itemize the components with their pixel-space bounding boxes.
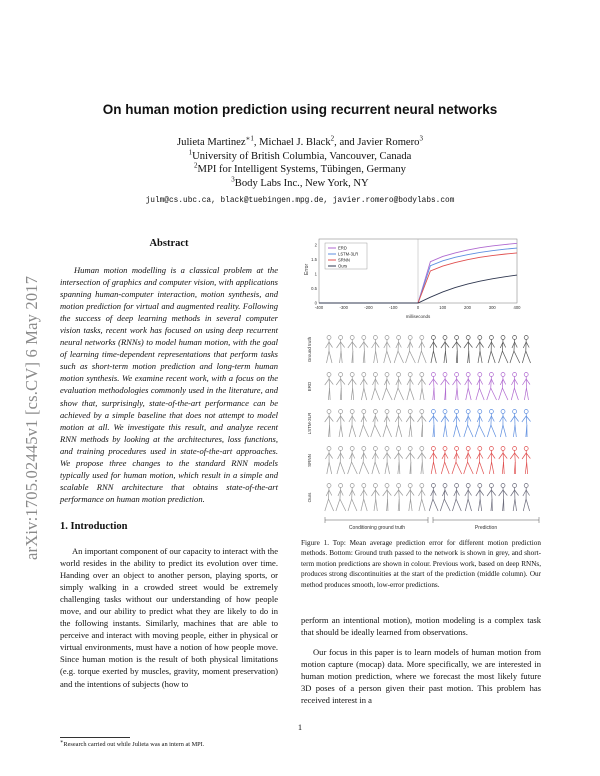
pose-row-label: SRNN [307, 454, 312, 467]
pose-row-label: ERD [307, 381, 312, 392]
pose-figure [359, 410, 368, 438]
pose-figure [510, 447, 519, 475]
y-axis-label: Error [304, 263, 310, 275]
pose-figure [440, 484, 450, 512]
pose-figure [465, 373, 472, 401]
introduction-body [60, 545, 278, 690]
abstract-heading: Abstract [149, 238, 189, 249]
pose-figure [429, 373, 437, 401]
pose-figure [476, 336, 484, 364]
pose-figure [430, 336, 437, 364]
pose-figure [349, 410, 356, 438]
y-tick-label: 1 [314, 271, 317, 277]
pose-figure [500, 410, 507, 438]
conditioning-label: Conditioning ground truth [348, 525, 406, 531]
author-sup: 2 [330, 134, 335, 143]
introduction-paragraph: An important component of our capacity to interact with the world resides in the ability to predict its evolution over time. Handing over an object to another person, playing sports, or simply walking in a crowded street would be extremely challenging tasks without our understanding of how people move, and our ability to predict what they are likely to do in the following instants. Similarly, machines that are able to perceive and interact with moving people, either in physical or virtual environments, must have a notion of how people move. Since human motion is the result of both physical limitations (e.g. torque exerted by muscles, gravity, moment preservation) and the intentions of subjects (how to [60, 546, 278, 689]
pose-figure [464, 447, 474, 475]
arxiv-stamp: arXiv:1705.02445v1 [cs.CV] 6 May 2017 [22, 275, 41, 560]
pose-figure [499, 447, 507, 475]
pose-figure [418, 373, 426, 401]
pose-figure [325, 410, 334, 438]
pose-figure [384, 336, 391, 364]
figure-caption: Figure 1. Top: Mean average prediction error for different motion prediction methods. Bottom: Ground truth passed to the network is shown in grey, and short-term motion predictions are shown in colour. Previous work, based on deep RNNs, produces strong discontinuities at the start of the prediction (middle column). Our method produces smooth, low-error predictions. [301, 539, 541, 589]
pose-figure [348, 484, 357, 512]
pose-figure [475, 410, 485, 438]
pose-figure [394, 447, 402, 475]
pose-figure [488, 336, 495, 364]
pose-figure [326, 336, 333, 364]
pose-figure [337, 336, 345, 364]
pose-figure [395, 410, 402, 438]
pose-figure [325, 373, 333, 401]
right-column-text [301, 614, 541, 706]
pose-figure [429, 484, 438, 512]
pose-figure [476, 484, 484, 512]
abstract-body [60, 264, 278, 505]
pose-figure [325, 484, 334, 512]
pose-figure [441, 373, 450, 401]
pose-figure [325, 447, 332, 475]
pose-figure [522, 447, 530, 475]
pose-figure [406, 447, 415, 475]
pose-figure [360, 336, 369, 364]
pose-figure [382, 373, 392, 401]
pose-figure [464, 336, 473, 364]
x-tick-label: 200 [464, 305, 471, 310]
legend [325, 243, 367, 269]
pose-figure [487, 484, 496, 512]
y-tick-label: 2 [314, 242, 317, 248]
pose-figure [406, 484, 414, 512]
pose-figure [336, 484, 346, 512]
pose-figure [360, 484, 367, 512]
legend-label: SRNN [338, 257, 350, 263]
pose-figure [522, 373, 530, 401]
pose-figure [488, 447, 495, 475]
pose-figure [417, 410, 426, 438]
figure-svg [305, 235, 543, 535]
pose-figure [372, 373, 380, 401]
affiliation: $^3$Body Labs Inc., New York, NY [231, 174, 369, 189]
pose-row-label: LSTM-3LR [307, 412, 312, 435]
pose-figure [441, 410, 449, 438]
pose-figure [371, 484, 379, 512]
pose-figure [452, 484, 461, 512]
pose-figure [522, 336, 530, 364]
author-name: Michael J. Black [259, 137, 331, 148]
pose-figure [523, 484, 530, 512]
x-tick-label: -200 [364, 305, 373, 310]
footnote: ∗Research carried out while Julieta was an intern at MPI. [60, 739, 205, 748]
author-block [60, 136, 540, 190]
legend-label: Ours [338, 263, 348, 269]
pose-figure [476, 447, 483, 475]
author-sup: 3 [419, 134, 423, 143]
x-tick-label: 100 [439, 305, 447, 310]
x-tick-label: -100 [389, 305, 398, 310]
pose-grid [307, 336, 539, 532]
x-tick-label: -300 [339, 305, 348, 310]
x-axis-label: milliseconds [405, 314, 431, 319]
pose-figure [394, 484, 403, 512]
x-tick-label: 0 [416, 305, 420, 310]
pose-figure [464, 410, 473, 438]
author-name: Julieta Martinez [177, 137, 246, 148]
pose-figure [383, 410, 392, 438]
pose-figure [383, 447, 390, 475]
pose-figure [452, 336, 461, 364]
pose-figure [359, 447, 369, 475]
pose-figure [360, 373, 367, 401]
pose-figure [383, 484, 392, 512]
abstract-text: Human motion modelling is a classical problem at the intersection of graphics and computer vision, with applications spanning human-computer interaction, motion synthesis, and motion prediction for virtual and augmented reality. Following the success of deep learning methods in several computer vision tasks, recent work has focused on using deep recurrent neural networks (RNNs) to model human motion, with the goal of learning time-dependent representations that perform tasks such as short-term motion prediction and long-term human motion synthesis. We examine recent work, with a focus on the evaluation methodologies commonly used in the literature, and show that, surprisingly, state-of-the-art performance can be achieved by a simple baseline that does not attempt to model motion at all. We investigate this result, and analyze recent RNN methods by looking at the architectures, loss functions, and training procedures used in state-of-the-art approaches. We propose three changes to the standard RNN models typically used for human motion, which result in a simple and scalable RNN architecture that obtains state-of-the-art performance on human motion prediction. [60, 265, 278, 504]
pose-figure [348, 373, 356, 401]
figure-1 [305, 235, 543, 535]
pose-figure [453, 373, 461, 401]
pose-figure [511, 373, 518, 401]
page-number: 1 [297, 722, 303, 732]
pose-figure [511, 410, 519, 438]
pose-figure [453, 410, 460, 438]
legend-label: LSTM-3LR [338, 251, 359, 257]
pose-figure [337, 410, 345, 438]
affiliation: $^2$MPI for Intelligent Systems, Tübingen, Germany [194, 161, 406, 175]
pose-figure [406, 336, 416, 364]
x-tick-label: 300 [488, 305, 496, 310]
pose-figure [452, 447, 462, 475]
footnote-rule [60, 737, 130, 738]
affiliation: $^1$University of British Columbia, Vancouver, Canada [188, 147, 412, 162]
pose-figure [418, 447, 426, 475]
pose-figure [487, 373, 497, 401]
pose-figure [337, 447, 345, 475]
pose-row-label: Ours [307, 492, 312, 503]
error-chart [304, 239, 521, 319]
y-tick-label: 1.5 [311, 256, 317, 262]
section-heading-introduction: 1. Introduction [60, 521, 128, 532]
x-tick-label: 400 [513, 305, 521, 310]
pose-figure [499, 336, 508, 364]
author-line: Julieta Martinez$^{∗1}$, Michael J. Black$^2$, and Javier Romero$^3$ [177, 134, 423, 148]
pose-figure [499, 484, 508, 512]
pose-figure [348, 447, 358, 475]
pose-figure [418, 484, 425, 512]
pose-figure [407, 373, 414, 401]
author-emails: julm@cs.ubc.ca, black@tuebingen.mpg.de, javier.romero@bodylabs.com [145, 197, 455, 205]
pose-figure [394, 336, 403, 364]
paper-title: On human motion prediction using recurrent neural networks [102, 102, 498, 117]
y-tick-label: 0 [314, 300, 317, 306]
pose-figure [465, 484, 472, 512]
pose-figure [371, 410, 381, 438]
pose-figure [418, 336, 426, 364]
x-tick-label: -400 [314, 305, 324, 310]
author-name: Javier Romero [357, 137, 420, 148]
pose-row-label: Ground truth [307, 336, 312, 363]
author-sup: ∗1 [245, 134, 254, 143]
pose-figure [430, 447, 437, 475]
pose-figure [372, 336, 380, 364]
y-tick-label: 0.5 [311, 285, 317, 291]
right-paragraph: Our focus in this paper is to learn models of human motion from motion capture (mocap) data. More specifically, we are interested in human motion prediction, where we forecast the most likely future 3D poses of a person given their past motion. This problem has received interest in a [301, 647, 541, 706]
pose-figure [511, 484, 519, 512]
pose-figure [372, 447, 380, 475]
legend-label: ERD [338, 245, 347, 251]
pose-figure [406, 410, 414, 438]
pose-figure [499, 373, 508, 401]
pose-figure [441, 336, 449, 364]
pose-figure [429, 410, 438, 438]
pose-figure [510, 336, 520, 364]
right-paragraph: perform an intentional motion), motion modeling is a complex task that should be ideally learned from observations. [301, 615, 541, 638]
pose-figure [394, 373, 403, 401]
pose-figure [348, 336, 357, 364]
pose-figure [441, 447, 449, 475]
pose-figure [487, 410, 496, 438]
pose-figure [336, 373, 345, 401]
pose-figure [522, 410, 531, 438]
prediction-label: Prediction [474, 525, 498, 531]
pose-figure [476, 373, 484, 401]
